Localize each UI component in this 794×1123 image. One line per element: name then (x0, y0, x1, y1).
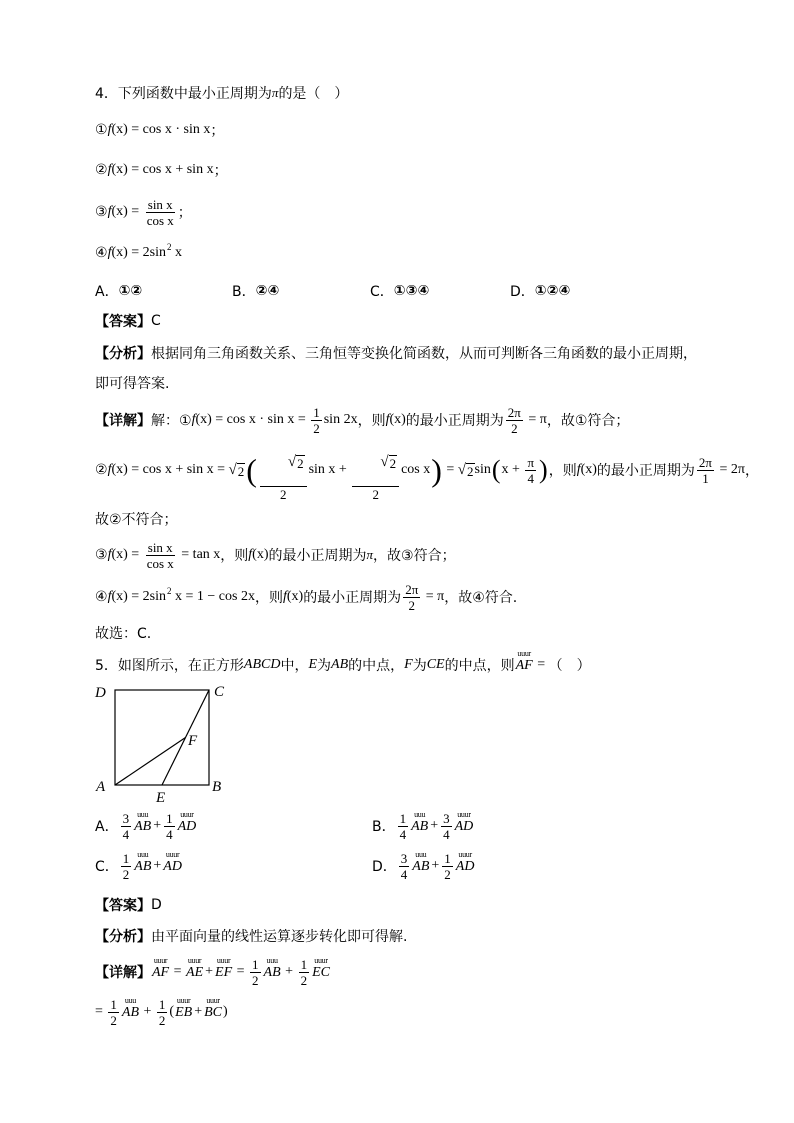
numerator: 1 (166, 810, 173, 826)
square-root (458, 462, 475, 479)
radical-sign: √ (287, 453, 297, 470)
q5-option-d (372, 846, 475, 886)
q5-analysis (95, 916, 407, 956)
expression: = cos x + sin x (127, 162, 214, 177)
q4-detail-5 (95, 577, 517, 617)
detail-text: ，则 (254, 590, 283, 606)
fraction (525, 455, 536, 486)
q4-item-1 (95, 110, 224, 150)
detail-lead: 解：① (151, 413, 192, 429)
numerator: sin x (147, 196, 173, 212)
detail-text: ， (744, 463, 759, 479)
vector-name: AF (515, 657, 533, 673)
option-value: ①② (118, 283, 143, 299)
analysis-tag: 【分析】 (95, 929, 151, 945)
radicand: 2 (467, 463, 474, 479)
numerator: 1 (300, 956, 308, 972)
punctuation: ； (177, 205, 192, 221)
q4-item-3 (95, 192, 192, 232)
vector-name: EF (215, 964, 233, 980)
q4-detail-4 (95, 535, 456, 575)
func-arg: (x) (286, 589, 304, 604)
circled-number: ② (95, 462, 108, 478)
equals-sign: = (233, 964, 249, 979)
vector-name: AD (177, 818, 197, 834)
answer-tag: 【答案】 (95, 314, 151, 330)
vector-name: AB (263, 964, 281, 980)
fraction (121, 811, 132, 842)
stem-text: 的中点，则 (444, 658, 515, 674)
vector-mark: uuur (458, 849, 472, 859)
option-letter: A． (95, 819, 119, 835)
plus-sign: + (281, 964, 297, 979)
expression: = cos x · sin x = (211, 412, 310, 427)
vector-mark: uuu (137, 809, 149, 819)
vector-name: EB (175, 1004, 193, 1020)
label-f: F (188, 733, 198, 749)
q4-detail-3 (95, 499, 178, 539)
vector-name: AE (186, 964, 204, 980)
numerator: 1 (399, 810, 407, 826)
detail-text: 故②不符合； (95, 512, 178, 528)
vector-name: AD (454, 818, 474, 834)
circled-number: ② (95, 162, 108, 178)
vector-name: AB (121, 1004, 140, 1020)
func-name: f (248, 547, 253, 562)
plus-sign: + (153, 858, 162, 873)
option-letter: D． (510, 284, 535, 300)
numerator: 1 (444, 850, 451, 866)
expression: = π (422, 589, 445, 604)
plus-sign: + (431, 858, 440, 873)
left-paren: ( (169, 1004, 175, 1019)
vector-ab (122, 997, 139, 1020)
option-letter: C． (95, 859, 119, 875)
vector-ad (456, 851, 475, 874)
expression: = 2sin (127, 245, 167, 260)
numerator: 1 (122, 850, 130, 866)
func-arg: (x) (111, 204, 128, 219)
circled-number: ① (95, 122, 108, 138)
left-paren: ( (491, 455, 501, 484)
numerator: 2π (507, 404, 521, 420)
equals-sign: = (442, 462, 458, 477)
vector-mark: uuur (457, 809, 471, 819)
expression-tail: x (171, 245, 183, 260)
analysis-text: 根据同角三角函数关系、三角恒等变换化简函数，从而可判断各三角函数的最小正周期， (151, 346, 697, 362)
pi-symbol: π (271, 85, 279, 100)
analysis-text: 即可得答案. (95, 376, 170, 392)
label-d: D (95, 685, 106, 701)
circled-number: ④ (95, 589, 108, 605)
q4-detail-1 (95, 400, 629, 440)
func-name: f (282, 589, 287, 604)
option-letter: C． (370, 284, 394, 300)
plus-sign: + (140, 1004, 155, 1019)
fraction (145, 540, 176, 571)
option-letter: B． (372, 819, 396, 835)
radicand: 2 (389, 455, 397, 471)
denominator: cos x (146, 212, 174, 228)
vector-ab (264, 957, 281, 980)
vector-mark: uuu (414, 809, 426, 819)
vector-ae (186, 957, 203, 980)
stem-text-end: 的是（ ） (278, 86, 349, 102)
fraction (398, 811, 409, 842)
denominator: 2 (372, 486, 379, 502)
fraction (506, 405, 523, 436)
denominator: 4 (443, 826, 450, 842)
numerator: 2π (405, 581, 419, 597)
exponent: 2 (167, 586, 172, 596)
left-paren: ( (246, 452, 257, 488)
analysis-text: 由平面向量的线性运算逐步转化即可得解. (151, 929, 408, 945)
pi-symbol: π (366, 547, 374, 562)
segment-af-line (115, 738, 186, 786)
func-arg: (x) (389, 412, 406, 427)
fraction (157, 997, 168, 1028)
fraction (403, 582, 420, 613)
circled-number: ④ (95, 245, 108, 261)
option-letter: D． (372, 859, 397, 875)
vector-name: AB (134, 818, 152, 834)
radical-sign: √ (380, 453, 389, 470)
vector-mark: uuu (415, 849, 427, 859)
expression: sin x + (308, 462, 351, 477)
punctuation: ； (210, 123, 225, 139)
segment-ab: AB (331, 657, 349, 672)
vector-mark: uuur (216, 955, 231, 965)
fraction (260, 439, 307, 502)
func-name: f (576, 462, 581, 477)
numerator: 3 (400, 850, 408, 866)
func-arg: (x) (111, 162, 128, 177)
numerator: sin x (147, 539, 173, 555)
q4-option-b (232, 271, 279, 311)
answer-value: C (151, 313, 161, 329)
option-letter: B． (232, 284, 256, 300)
vector-mark: uuur (165, 849, 180, 859)
fraction (121, 851, 132, 882)
vector-ec (312, 957, 330, 980)
vector-name: AD (455, 858, 475, 874)
q4-analysis (95, 333, 697, 373)
detail-text: ，故③符合； (373, 548, 456, 564)
expression: = cos x + sin x = (127, 462, 229, 477)
func-name: f (107, 245, 112, 260)
detail-text: 的最小正周期为 (268, 548, 367, 564)
detail-tag: 【详解】 (95, 965, 151, 981)
radicand: 2 (237, 463, 245, 479)
equals-sign: = (533, 657, 549, 672)
denominator: 2 (444, 866, 451, 882)
vector-ad (163, 851, 182, 874)
func-name: f (107, 462, 112, 477)
option-letter: A． (95, 284, 119, 300)
detail-text: ，则 (220, 548, 249, 564)
square-root (380, 454, 397, 471)
vector-name: AB (134, 858, 152, 874)
stem-text: 5．如图所示，在正方形 (95, 658, 244, 674)
denominator: 4 (166, 826, 173, 842)
q4-detail-2 (95, 450, 759, 502)
denominator: 2 (122, 866, 130, 882)
vector-bc (204, 997, 222, 1020)
vector-ab (412, 851, 429, 874)
fraction (145, 197, 176, 228)
fraction (299, 957, 310, 988)
denominator: 2 (110, 1012, 117, 1028)
stem-text: 为 (317, 658, 332, 674)
expression: = 2sin (127, 589, 167, 604)
vector-name: AD (163, 858, 182, 874)
fraction (442, 851, 453, 882)
equals-sign: = (127, 547, 143, 562)
equals-sign: = (127, 204, 143, 219)
denominator: 2 (279, 486, 287, 502)
numerator (260, 439, 307, 487)
vector-mark: uuur (176, 995, 191, 1005)
fraction (399, 851, 410, 882)
vector-mark: uuu (124, 995, 137, 1005)
denominator: cos x (146, 555, 174, 571)
numerator: 1 (110, 996, 117, 1012)
func-arg: (x) (111, 245, 128, 260)
func-arg: (x) (111, 589, 128, 604)
stem-text: 的中点， (348, 658, 405, 674)
numerator: 3 (122, 810, 130, 826)
func-name: f (107, 547, 112, 562)
q4-item-4 (95, 233, 182, 273)
func-name: f (107, 162, 112, 177)
expression: x + (501, 462, 524, 477)
radicand: 2 (297, 455, 304, 471)
denominator: 2 (313, 420, 320, 436)
q5-option-c (95, 846, 183, 886)
equals-sign: = (170, 964, 186, 979)
numerator: 1 (313, 404, 320, 420)
vector-ab (134, 851, 151, 874)
numerator: 2π (698, 454, 712, 470)
vector-mark: uuu (266, 955, 278, 965)
vector-mark: uuur (153, 955, 168, 965)
circled-number: ③ (95, 204, 108, 220)
q4-stem (95, 73, 348, 113)
denominator: 2 (252, 972, 259, 988)
func-arg: (x) (580, 462, 597, 477)
detail-text: ，则 (548, 463, 577, 479)
q5-option-a (95, 806, 197, 846)
vector-ad (455, 811, 474, 834)
vector-mark: uuur (517, 648, 531, 658)
func-arg: (x) (195, 412, 212, 427)
square-root (228, 462, 245, 479)
denominator: 4 (122, 826, 130, 842)
right-paren: ) (539, 455, 548, 484)
fraction (108, 997, 119, 1028)
conclusion-text: 故选：C. (95, 626, 152, 642)
func-arg: (x) (111, 462, 128, 477)
func-name: f (107, 122, 112, 137)
denominator: 4 (527, 470, 534, 486)
square-root (288, 454, 305, 471)
func-arg: (x) (252, 547, 269, 562)
q5-option-b (372, 806, 474, 846)
detail-text: ，则 (357, 413, 386, 429)
vector-name: AF (152, 964, 170, 980)
plus-sign: + (194, 1004, 203, 1019)
detail-text: ，故④符合. (444, 590, 518, 606)
vector-ad (178, 811, 197, 834)
numerator: 3 (443, 810, 450, 826)
detail-text: 的最小正周期为 (303, 590, 402, 606)
equals-lead: = (95, 1004, 107, 1019)
plus-sign: + (153, 818, 162, 833)
vector-mark: uuu (137, 849, 149, 859)
detail-text: 的最小正周期为 (596, 463, 695, 479)
vector-name: BC (204, 1004, 222, 1020)
stem-text-end: （ ） (548, 658, 591, 674)
fraction (250, 957, 261, 988)
denominator: 1 (702, 470, 709, 486)
func-name: f (385, 412, 390, 427)
option-value: ②④ (255, 283, 280, 299)
denominator: 4 (400, 866, 408, 882)
denominator: 2 (408, 597, 415, 613)
detail-tag: 【详解】 (95, 413, 151, 429)
vector-af (152, 957, 169, 980)
option-value: ①③④ (393, 283, 430, 299)
label-a: A (96, 779, 106, 795)
label-c: C (214, 684, 225, 700)
func-arg: (x) (111, 547, 128, 562)
fraction (697, 455, 714, 486)
fraction (352, 439, 399, 502)
denominator: 2 (511, 420, 518, 436)
label-b: B (212, 779, 222, 795)
answer-tag: 【答案】 (95, 898, 151, 914)
expression: = cos x · sin x (127, 122, 211, 137)
vector-mark: uuur (206, 995, 220, 1005)
point-f: F (404, 657, 413, 672)
q4-option-c (370, 271, 429, 311)
right-paren: ) (431, 452, 442, 488)
func-name: f (107, 589, 112, 604)
stem-text: 4．下列函数中最小正周期为 (95, 86, 272, 102)
fraction (441, 811, 452, 842)
stem-text: 为 (412, 658, 427, 674)
func-name: f (107, 204, 112, 219)
q5-detail-2 (95, 992, 228, 1032)
numerator: 1 (252, 956, 259, 972)
numerator (352, 439, 399, 487)
vector-name: EC (312, 964, 330, 980)
numerator: 1 (158, 996, 166, 1012)
vector-name: AB (411, 818, 429, 834)
option-value: ①②④ (534, 283, 571, 299)
right-paren: ) (223, 1004, 228, 1019)
expression: sin 2x (323, 412, 358, 427)
detail-text: ，故①符合； (546, 413, 630, 429)
vector-name: AB (412, 858, 430, 874)
denominator: 2 (300, 972, 308, 988)
answer-value: D (151, 897, 162, 913)
expression-tail: x = 1 − cos 2x (171, 589, 255, 604)
punctuation: ； (213, 163, 228, 179)
vector-mark: uuur (187, 955, 202, 965)
denominator: 4 (399, 826, 407, 842)
expression: sin (474, 462, 491, 477)
stem-text: 中， (280, 658, 309, 674)
analysis-tag: 【分析】 (95, 346, 151, 362)
square-figure (85, 678, 235, 805)
radical-sign: √ (228, 461, 237, 478)
vector-ab (134, 811, 151, 834)
vector-eb (175, 997, 192, 1020)
fraction (164, 811, 175, 842)
q4-option-d (510, 271, 570, 311)
circled-number: ③ (95, 547, 108, 563)
func-arg: (x) (111, 122, 128, 137)
point-e: E (308, 657, 318, 672)
fraction (311, 405, 322, 436)
vector-ab (411, 811, 428, 834)
exponent: 2 (167, 242, 172, 252)
plus-sign: + (205, 964, 214, 979)
square-name: ABCD (243, 657, 281, 672)
vector-mark: uuur (180, 809, 194, 819)
label-e: E (156, 790, 166, 805)
detail-text: 的最小正周期为 (405, 413, 504, 429)
func-name: f (191, 412, 196, 427)
expression: = 2π (716, 462, 745, 477)
numerator: π (527, 454, 535, 470)
q4-item-2 (95, 150, 228, 190)
q5-detail-1 (95, 952, 331, 992)
expression: = tan x (177, 547, 221, 562)
radical-sign: √ (457, 461, 467, 478)
expression: = π (524, 412, 547, 427)
segment-ce: CE (426, 657, 445, 672)
expression: cos x (401, 462, 431, 477)
denominator: 2 (158, 1012, 166, 1028)
vector-ef (215, 957, 232, 980)
q4-analysis-cont (95, 363, 169, 403)
vector-af (516, 650, 533, 673)
plus-sign: + (430, 818, 439, 833)
vector-mark: uuur (314, 955, 328, 965)
